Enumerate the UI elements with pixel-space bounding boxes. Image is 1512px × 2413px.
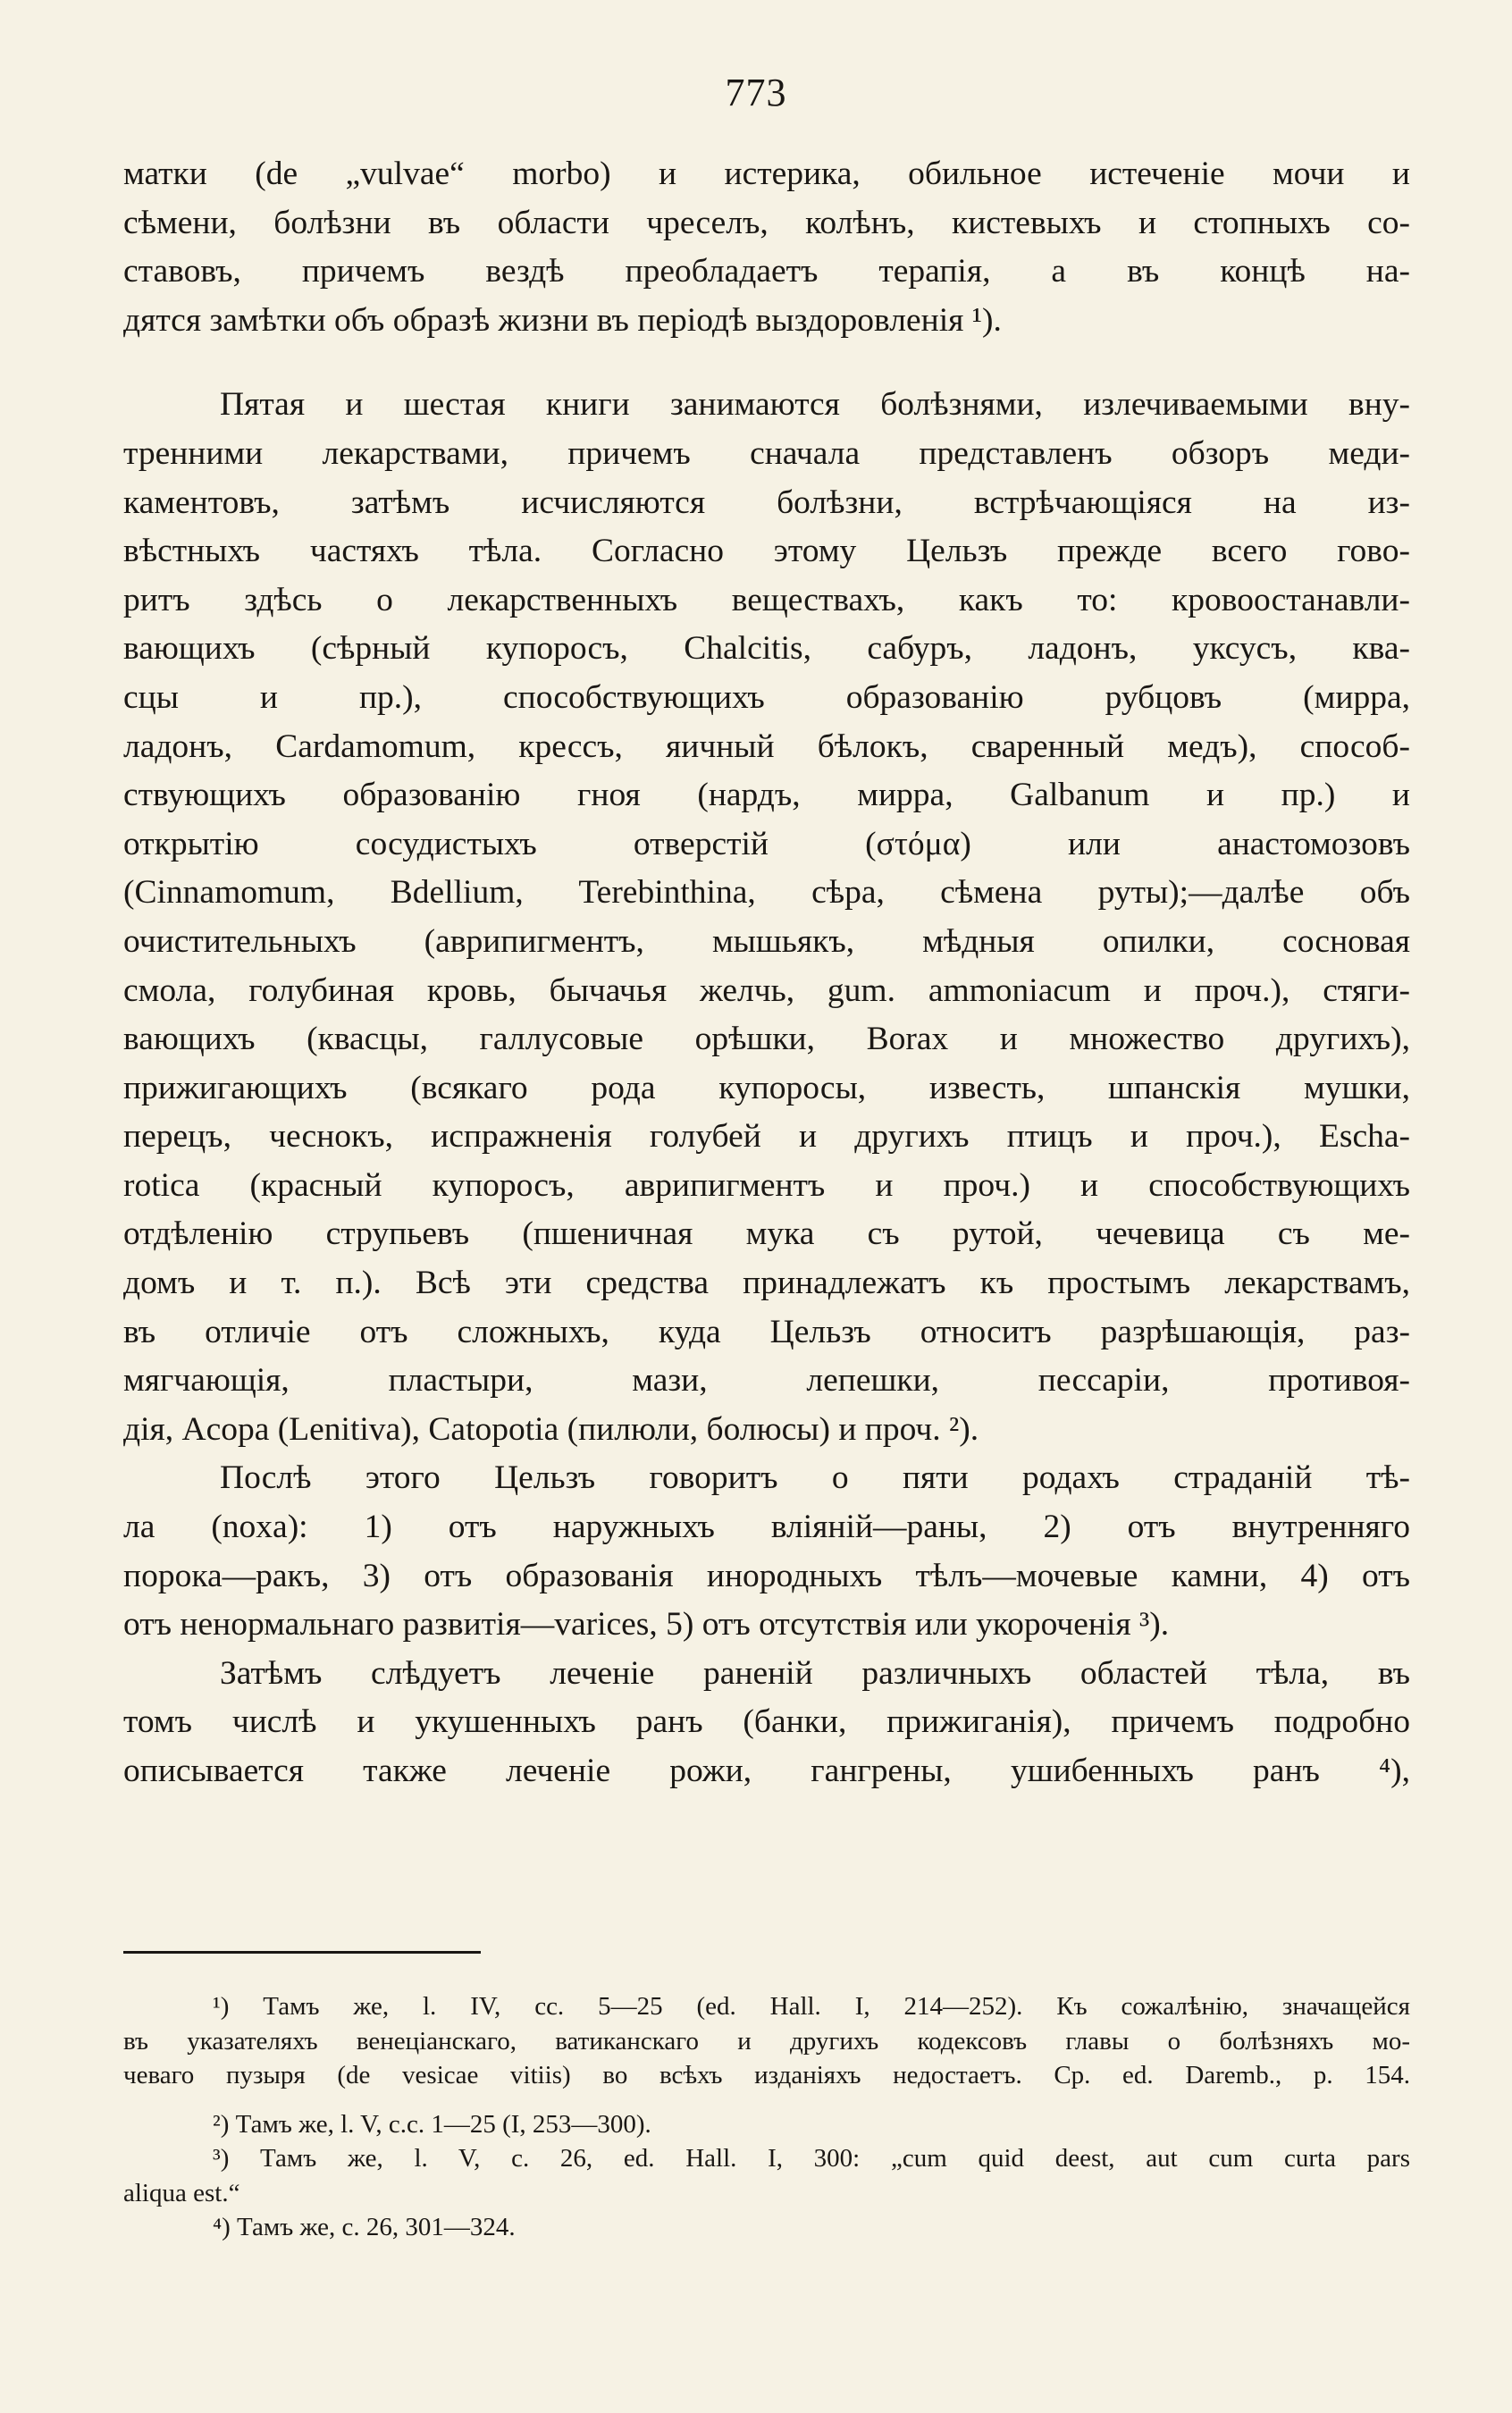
footnote-line: ²) Тамъ же, l. V, c.c. 1—25 (I, 253—300). <box>213 2109 651 2139</box>
text-line: тренними лекарствами, причемъ сначала представленъ обзоръ меди- <box>123 434 1410 472</box>
footnote-2 <box>123 2107 1410 2142</box>
text-line: отдѣленію струпьевъ (пшеничная мука съ рутой, чечевица съ ме- <box>123 1215 1410 1253</box>
text-line: матки (de „vulvae“ morbo) и истерика, обильное истеченіе мочи и <box>123 156 1410 192</box>
text-line: томъ числѣ и укушенныхъ ранъ (банки, прижиганія), причемъ подробно <box>123 1703 1410 1741</box>
text-line: Пятая и шестая книги занимаются болѣзнями, излечиваемыми вну- <box>220 386 1410 424</box>
text-line: ритъ здѣсь о лекарственныхъ веществахъ, какъ то: кровоостанавли- <box>123 581 1410 618</box>
text-line: описывается также леченіе рожи, гангрены, ушибенныхъ ранъ ⁴), <box>123 1753 1410 1789</box>
footnote-line: чеваго пузыря (de vesicae vitiis) во всѣхъ изданіяхъ недостаетъ. Cp. ed. Daremb., p. 154. <box>123 2061 1410 2089</box>
text-line: rotica (красный купоросъ, аврипигментъ и проч.) и способствующихъ <box>123 1166 1410 1204</box>
paragraph-4 <box>123 1650 1410 1796</box>
body-text <box>123 150 1410 1796</box>
text-line: мягчающія, пластыри, мази, лепешки, пессаріи, противоя- <box>123 1362 1410 1400</box>
text-line: прижигающихъ (всякаго рода купоросы, известь, шпанскія мушки, <box>123 1069 1410 1106</box>
text-line: ладонъ, Cardamomum, крессъ, яичный бѣлокъ, сваренный медъ), способ- <box>123 727 1410 765</box>
text-line: вающихъ (квасцы, галлусовые орѣшки, Borax и множество другихъ), <box>123 1021 1410 1058</box>
footnote-line: ⁴) Тамъ же, c. 26, 301—324. <box>213 2213 516 2241</box>
text-line: ствующихъ образованію гноя (нардъ, мирра, Galbanum и пр.) и <box>123 777 1410 814</box>
footnote-3 <box>123 2141 1410 2210</box>
footnote-4 <box>123 2210 1410 2245</box>
text-line: дятся замѣтки объ образѣ жизни въ періодѣ выздоровленія ¹). <box>123 301 1002 339</box>
text-line: порока—ракъ, 3) отъ образованія инородныхъ тѣлъ—мочевые камни, 4) отъ <box>123 1557 1410 1594</box>
text-line: сцы и пр.), способствующихъ образованію рубцовъ (мирра, <box>123 678 1410 716</box>
text-line: отъ ненормальнаго развитія—varices, 5) отъ отсутствія или укороченія ³). <box>123 1606 1170 1644</box>
text-line: Послѣ этого Цельзъ говоритъ о пяти родахъ страданій тѣ- <box>220 1459 1410 1497</box>
paragraph-3 <box>123 1454 1410 1649</box>
text-line: сѣмени, болѣзни въ области чреселъ, колѣнъ, кистевыхъ и стопныхъ со- <box>123 204 1410 241</box>
text-line: вающихъ (сѣрный купоросъ, Chalcitis, сабуръ, ладонъ, уксусъ, ква- <box>123 630 1410 668</box>
text-line: ла (noxa): 1) отъ наружныхъ вліяній—раны, 2) отъ внутренняго <box>123 1509 1410 1546</box>
text-line: каментовъ, затѣмъ исчисляются болѣзни, встрѣчающіяся на из- <box>123 483 1410 521</box>
footnote-line: ¹) Тамъ же, l. IV, cc. 5—25 (ed. Hall. I, 214—252). Къ сожалѣнію, значащейся <box>213 1992 1410 2021</box>
text-line: перецъ, чеснокъ, испражненія голубей и другихъ птицъ и проч.), Escha- <box>123 1118 1410 1156</box>
footnote-line: въ указателяхъ венеціанскаго, ватиканскаго и другихъ кодексовъ главы о болѣзняхъ мо- <box>123 2026 1410 2056</box>
text-line: въ отличіе отъ сложныхъ, куда Цельзъ относитъ разрѣшающія, раз- <box>123 1313 1410 1350</box>
footnotes <box>123 1989 1410 2245</box>
paragraph-2 <box>123 381 1410 1454</box>
text-line: ставовъ, причемъ вездѣ преобладаетъ терапія, а въ концѣ на- <box>123 253 1410 290</box>
text-line: Затѣмъ слѣдуетъ леченіе раненій различныхъ областей тѣла, въ <box>220 1654 1410 1692</box>
text-line: дія, Acopa (Lenitiva), Catopotia (пилюли, болюсы) и проч. ²). <box>123 1410 979 1448</box>
page-number: 773 <box>725 71 787 114</box>
footnote-line: ³) Тамъ же, l. V, c. 26, ed. Hall. I, 300: „cum quid deest, aut cum curta pars <box>213 2144 1410 2173</box>
text-line: (Cinnamomum, Bdellium, Terebinthina, сѣра, сѣмена руты);—далѣе объ <box>123 874 1410 912</box>
text-line: домъ и т. п.). Всѣ эти средства принадлежатъ къ простымъ лекарствамъ, <box>123 1265 1410 1302</box>
footnote-divider <box>123 1951 481 1954</box>
text-line: вѣстныхъ частяхъ тѣла. Согласно этому Цельзъ прежде всего гово- <box>123 533 1410 570</box>
footnote-1 <box>123 1989 1410 2093</box>
text-line: открытію сосудистыхъ отверстій (στόμα) или анастомозовъ <box>123 825 1410 862</box>
paragraph-1 <box>123 150 1410 345</box>
text-line: очистительныхъ (аврипигментъ, мышьякъ, мѣдныя опилки, сосновая <box>123 922 1410 960</box>
text-line: смола, голубиная кровь, бычачья желчь, gum. ammoniacum и проч.), стяги- <box>123 971 1410 1009</box>
footnote-line: aliqua est.“ <box>123 2178 240 2207</box>
